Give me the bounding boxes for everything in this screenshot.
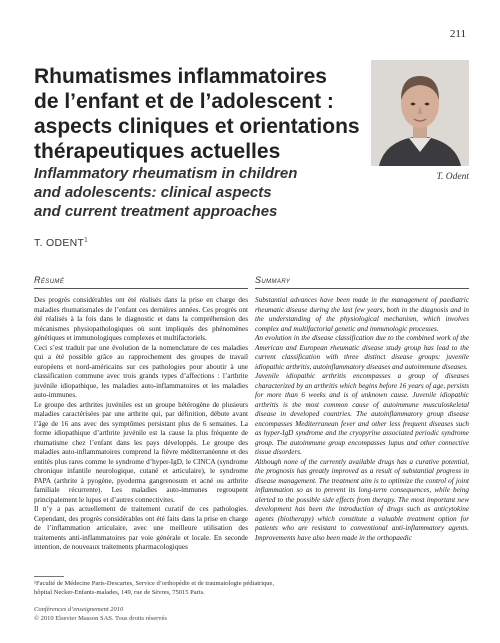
resume-column <box>34 296 248 553</box>
footnote-rule <box>34 576 64 577</box>
resume-heading: Résumé <box>34 275 65 285</box>
journal-name: Conférences d’enseignement 2010 <box>34 606 124 613</box>
photo-caption: T. Odent <box>436 172 469 182</box>
resume-paragraph: Des progrès considérables ont été réalisés dans la prise en charge des maladies rhumatismales de l’enfant ces dernières années. Ces progrès ont été réalisés à la fois dans le diagnostic et dans la compréhension des mécanismes physiopathologiques où sont impliqués des phénomènes génétiques et immunologiques complexes et multifactoriels. <box>34 296 248 342</box>
resume-paragraph: Ceci s’est traduit par une évolution de la nomenclature de ces maladies qui a été possible grâce au rapprochement des groupes de travail européens et nord-américains sur ces pathologies pour aboutir à une classification commune avec trois grands types d’affections : l’arthrite juvénile idiopathique, les maladies auto-inflammatoires et les maladies auto-immunes. <box>34 343 248 399</box>
footnote-line: ¹Faculté de Médecine Paris-Descartes, Service d’orthopédie et de traumatologie pédiatrique, <box>34 580 275 587</box>
title-line: thérapeutiques actuelles <box>34 140 281 163</box>
portrait-image <box>371 60 469 166</box>
summary-heading: Summary <box>255 275 291 285</box>
resume-rule <box>34 288 248 289</box>
resume-paragraph: Il n’y a pas actuellement de traitement curatif de ces pathologies. Cependant, des progrès considérables ont été faits dans la prise en charge de l’inflammation articulaire, avec une meilleure utilisation des traitements anti-inflammatoires par voie générale et locale. En seconde intention, de nouveaux traitements pharmacologiques <box>34 505 248 551</box>
author-name: T. ODENT <box>34 237 85 249</box>
footnote-line: hôpital Necker-Enfants-malades, 149, rue de Sèvres, 75015 Paris. <box>34 588 205 596</box>
copyright-line: © 2010 Elsevier Masson SAS. Tous droits réservés <box>34 614 167 622</box>
subtitle-line: and adolescents: clinical aspects <box>34 184 272 201</box>
subtitle-line: Inflammatory rheumatism in children <box>34 165 298 182</box>
summary-column <box>255 296 469 543</box>
resume-paragraph: Le groupe des arthrites juvéniles est un groupe hétérogène de plusieurs maladies caractérisées par une arthrite qui, par définition, débute avant l’âge de 16 ans avec des symptômes persistant plus de 6 semaines. La forme idiopathique d’arthrite juvénile est la cause la plus fréquente de rhumatisme chez l’enfant dans les pays développés. Le groupe des maladies auto-inflammatoires comprend la fièvre méditerranéenne et des entités plus rares comme le syndrome d’hyper-IgD, le CINCA (syndrome chronique infantile neurologique, cutané et articulaire), le syndrome PAPA (arthrite à pyogène, pyoderma gangrenosum et acné ou arthrite familiale récurrente). Les maladies auto-immunes regroupent principalement le lupus et d’autres connectivites. <box>34 400 248 504</box>
title-line: aspects cliniques et orientations <box>34 115 360 138</box>
summary-paragraph: Substantial advances have been made in the management of paediatric rheumatic disease during the last few years, both in the diagnosis and in the understanding of the physiological mechanism, which involves complex and multifactorial genetic and immunologic processes. <box>255 296 469 333</box>
subtitle-line: and current treatment approaches <box>34 203 278 220</box>
summary-paragraph: Although none of the currently available drugs has a curative potential, the prognosis has greatly improved as a result of substantial progress in disease management. The treatment aim is to optimize the control of joint inflammation so as to prevent its long-term consequences, while being alerted to the possible side effects from therapy. The most important new development has been the introduction of drugs such as anticytokine agents (biotherapy) which constitute a valuable treatment option for patients who are resistant to conventional anti-inflammatory agents. Improvements have also been made in the orthopaedic <box>255 457 469 542</box>
author-line <box>34 237 88 249</box>
title-line: Rhumatismes inflammatoires <box>34 65 327 88</box>
summary-rule <box>255 288 469 289</box>
title-line: de l’enfant et de l’adolescent : <box>34 90 334 113</box>
author-photo <box>371 60 469 166</box>
page-number: 211 <box>449 28 466 40</box>
journal-info <box>34 606 364 623</box>
summary-paragraph: Juvenile idiopathic arthritis encompasses a group of diseases characterized by an arthritis which begins before 16 years of age, persists for more than 6 weeks and is of unknown cause. Juvenile idiopathic arthritis is the most common cause of autoimmune musculoskeletal disease in developed countries. The autoinflammatory group disease encompasses Mediterranean fever and other less frequent diseases such as hyper-IgD syndrome and the cryopyrine associated periodic syndrome group. The autoimmune group encompasses lupus and other connective tissue disorders. <box>255 372 469 456</box>
affiliation-footnote <box>34 580 364 597</box>
author-affiliation-mark: 1 <box>84 237 88 244</box>
summary-paragraph: An evolution in the disease classification due to the combined work of the American and European rheumatic disease study group has lead to the current classification with three distinct disease groups: juvenile idiopathic arthritis, autoinflammatory diseases and autoimmune diseases. <box>255 334 469 371</box>
article-subtitle <box>34 164 354 221</box>
article-title <box>34 64 364 164</box>
